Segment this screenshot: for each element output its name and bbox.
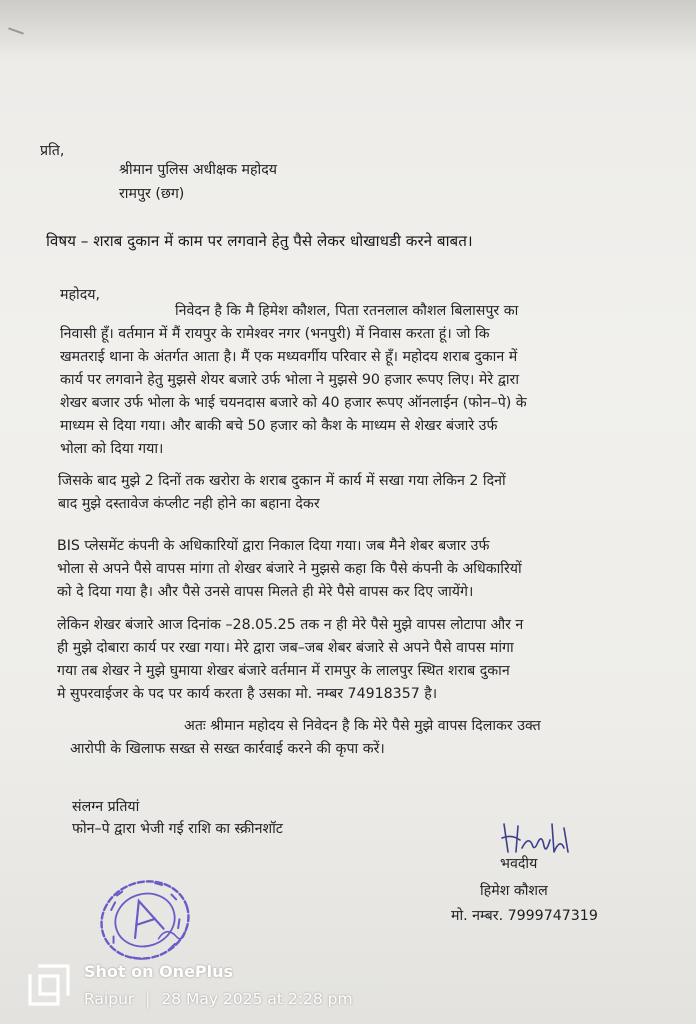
paragraph-4-line: ही मुझे दोबारा कार्य पर रखा गया। मेरे द्वारा जब–जब शेबर बंजारे से अपने पैसे वापस मांगा — [57, 640, 514, 656]
paragraph-1-line: माध्यम से दिया गया। और बाकी बचे 50 हजार को कैश के माध्यम से शेखर बंजारे उर्फ — [60, 418, 498, 434]
paragraph-4-line: गया तब शेखर ने मुझे घुमाया शेखर बंजारे वर्तमान में रामपुर के लालपुर स्थित शराब दुकान — [57, 663, 510, 679]
enclosure-item: फोन–पे द्वारा भेजी गई राशि का स्क्रीनशॉट — [72, 821, 283, 837]
closing: भवदीय — [500, 856, 538, 872]
sender-name: हिमेश कौशल — [480, 883, 548, 899]
paragraph-3-line: को दे दिया गया है। और पैसे उनसे वापस मिलते ही मेरे पैसे वापस कर दिए जायेंगे। — [57, 584, 474, 600]
to-label: प्रति, — [40, 143, 65, 159]
paragraph-4-line: लेकिन शेखर बंजारे आज दिनांक –28.05.25 तक न ही मेरे पैसे मुझे वापस लोटापा और न — [57, 617, 524, 633]
paragraph-2-line: जिसके बाद मुझे 2 दिनों तक खरोरा के शराब दुकान में कार्य में सखा गया लेकिन 2 दिनों — [58, 473, 506, 489]
paragraph-2 — [58, 470, 506, 516]
paragraph-1-line: निवासी हूँ। वर्तमान में मैं रायपुर के रामेश्वर नगर (भनपुरी) में निवास करता हूं। जो कि — [60, 326, 490, 342]
paragraph-3-line: भोला से अपने पैसे वापस मांगा तो शेखर बंजारे ने मुझसे कहा कि पैसे कंपनी के अधिकारियों — [57, 561, 522, 577]
enclosure-label: संलग्न प्रतियां — [72, 799, 140, 815]
watermark-location: Raipur — [84, 990, 135, 1008]
paragraph-1-line: निवेदन है कि मै हिमेश कौशल, पिता रतनलाल कौशल बिलासपुर का — [175, 303, 519, 319]
paragraph-4 — [57, 614, 523, 706]
signature-image — [498, 818, 578, 858]
sender-phone: मो. नम्बर. 7999747319 — [451, 908, 598, 924]
paragraph-3 — [57, 535, 522, 604]
official-seal-stamp — [86, 870, 204, 970]
watermark-separator: | — [145, 990, 151, 1008]
recipient-line-1: श्रीमान पुलिस अधीक्षक महोदय — [119, 162, 277, 178]
paragraph-5-line: अतः श्रीमान महोदय से निवेदन है कि मेरे पैसे मुझे वापस दिलाकर उक्त — [184, 718, 541, 734]
paragraph-1-line: खमतराई थाना के अंतर्गत आता है। मैं एक मध्यवर्गीय परिवार से हूँ। महोदय शराब दुकान में — [60, 349, 518, 365]
watermark-datetime: 28 May 2025 at 2:28 pm — [161, 990, 353, 1008]
paragraph-1-line: भोला को दिया गया। — [60, 441, 164, 457]
paragraph-1 — [60, 300, 527, 461]
paragraph-5 — [70, 715, 541, 761]
paragraph-4-line: मे सुपरवाईजर के पद पर कार्य करता है उसका मो. नम्बर 74918357 है। — [57, 686, 438, 702]
subject-line: विषय – शराब दुकान में काम पर लगवाने हेतु पैसे लेकर धोखाधडी करने बाबत। — [46, 232, 473, 250]
recipient-line-2: रामपुर (छग) — [119, 186, 185, 202]
page-shadow — [0, 0, 696, 60]
paragraph-3-line: BIS प्लेसमेंट कंपनी के अधिकारियों द्वारा निकाल दिया गया। जब मैने शेबर बजार उर्फ — [57, 538, 490, 554]
salutation: महोदय, — [60, 287, 100, 303]
paragraph-1-line: कार्य पर लगवाने हेतु मुझसे शेयर बजारे उर्फ भोला ने मुझसे 90 हजार रूपए लिए। मेरे द्वारा — [60, 372, 520, 388]
watermark-title: Shot on OnePlus — [84, 962, 234, 981]
paragraph-2-line: बाद मुझे दस्तावेज कंप्लीट नही होने का बहाना देकर — [58, 496, 320, 512]
paragraph-1-line: शेखर बजार उर्फ भोला के भाई चयनदास बजारे को 40 हजार रूपए ऑनलाईन (फोन–पे) के — [60, 395, 527, 411]
watermark-meta — [84, 990, 353, 1008]
oneplus-logo-icon — [26, 962, 72, 1008]
paragraph-5-line: आरोपी के खिलाफ सख्त से सख्त कार्रवाई करने की कृपा करें। — [70, 741, 385, 757]
